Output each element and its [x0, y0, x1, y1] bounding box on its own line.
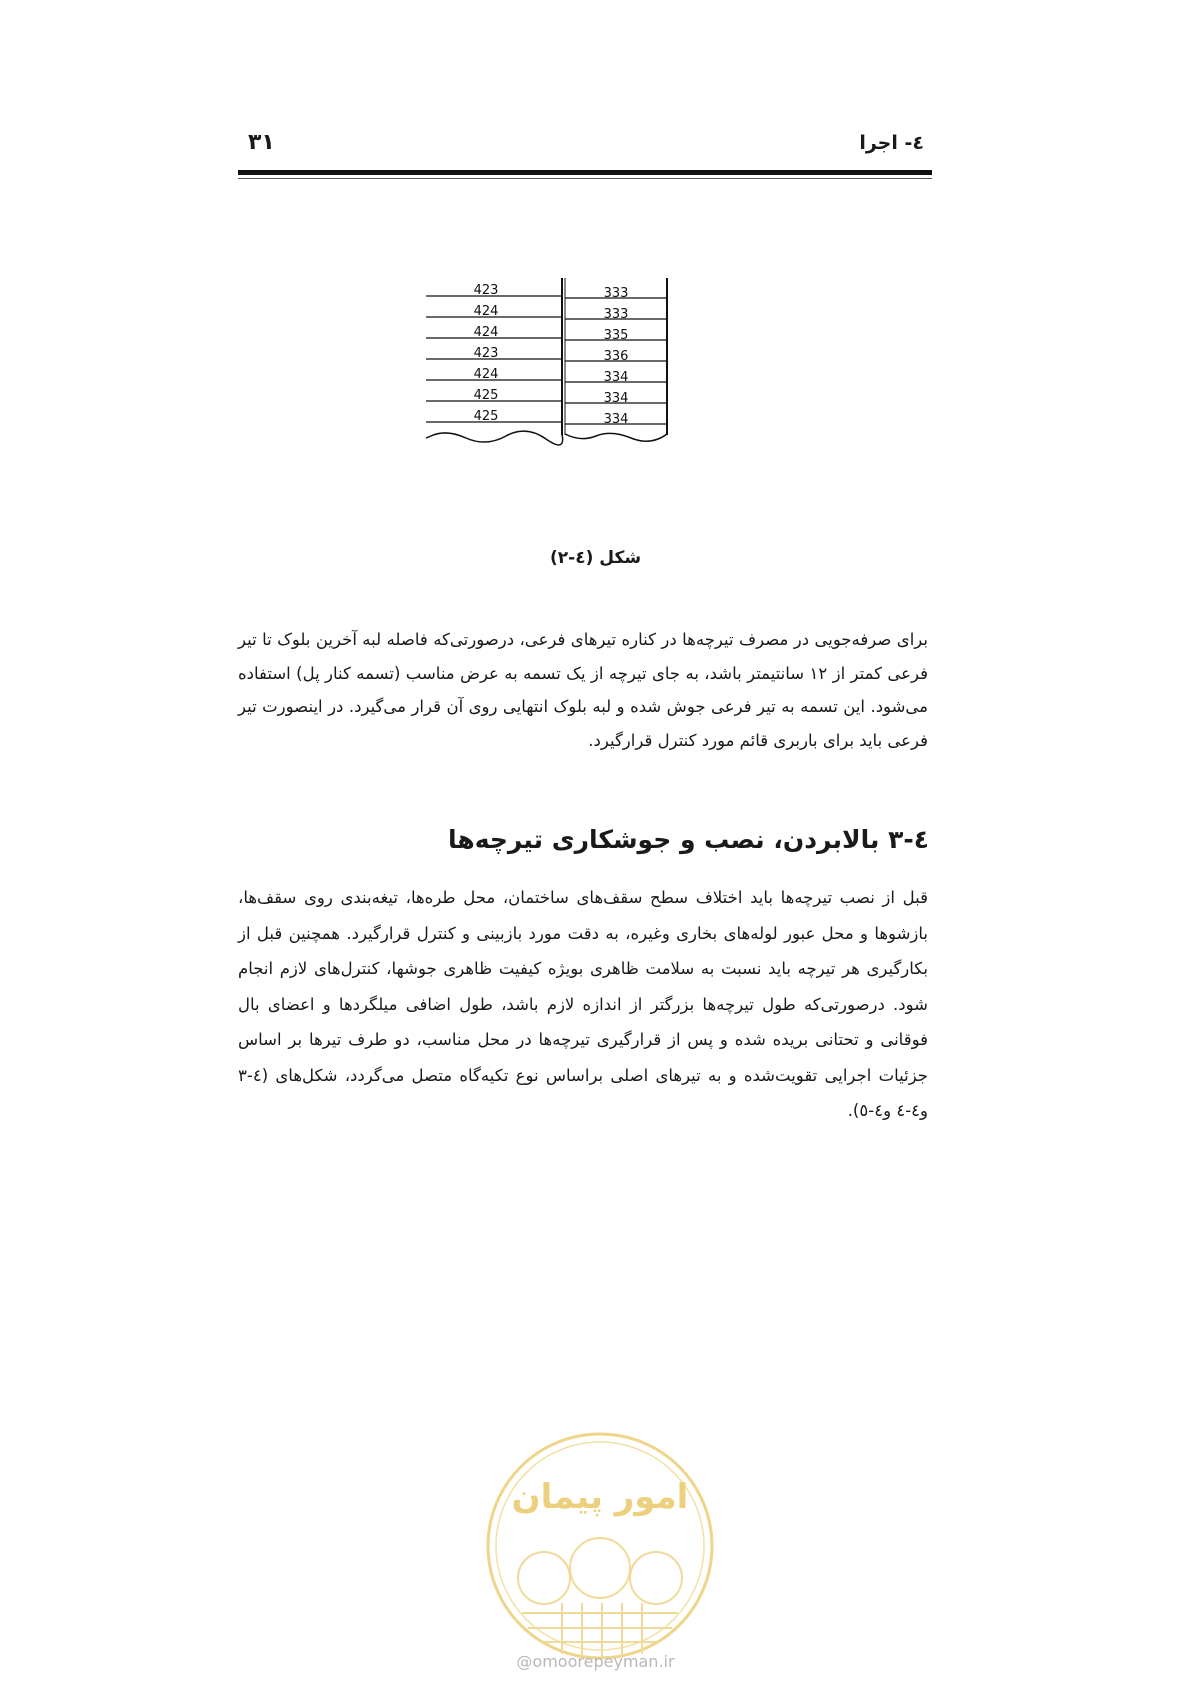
watermark-url [0, 1652, 1191, 1671]
watermark-logo-text: امور پیمان [511, 1477, 689, 1517]
joist-length-right: 334 [603, 391, 629, 406]
wavy-base-line [426, 431, 667, 445]
section-heading: ٤-٣ بالابردن، نصب و جوشکاری تیرچه‌ها [447, 825, 929, 854]
page-header [238, 126, 932, 166]
joist-length-right: 333 [603, 307, 629, 322]
chapter-title: ٤- اجرا [859, 132, 924, 154]
joist-length-left: 425 [473, 409, 499, 424]
paragraph-1: برای صرفه‌جویی در مصرف تیرچه‌ها در کناره تیرهای فرعی، درصورتی‌که فاصله لبه آخرین بلوک تا تیر فرعی کمتر از ۱۲ سانتیمتر باشد، به جای تیرچه از یک تسمه به عرض مناسب (تسمه کنار پل) استفاده می‌شود. این تسمه به تیر فرعی جوش شده و لبه بلوک انتهایی روی آن قرار می‌گیرد. در اینصورت تیر فرعی باید برای باربری قائم مورد کنترل قرارگیرد. [238, 630, 928, 750]
joist-length-left: 423 [473, 346, 499, 361]
paragraph-2: قبل از نصب تیرچه‌ها باید اختلاف سطح سقف‌های ساختمان، محل طره‌ها، تیغه‌بندی روی سقف‌ها، بازشوها و محل عبور لوله‌های بخاری وغیره، به دقت مورد بازبینی و کنترل قرارگیرد. همچنین قبل از بکارگیری هر تیرچه باید نسبت به سلامت ظاهری بویژه کیفیت ظاهری جوشها، کنترل‌های لازم انجام شود. درصورتی‌که طول تیرچه‌ها بزرگتر از اندازه لازم باشد، طول اضافی میلگردها و اعضای بال فوقانی و تحتانی بریده شده و پس از قرارگیری تیرچه‌ها در محل مناسب، دو طرف تیرها بر اساس جزئیات اجرایی تقویت‌شده و به تیرهای اصلی براساس نوع تکیه‌گاه متصل می‌گردد، شکل‌های (٤-٣ و٤-٤ و٤-٥). [238, 888, 928, 1120]
watermark-seal-icon [482, 1428, 718, 1664]
joist-length-left: 423 [473, 283, 499, 298]
watermark-logo [482, 1428, 718, 1664]
joist-length-left: 424 [473, 304, 499, 319]
joist-length-left: 424 [473, 367, 499, 382]
watermark-url-text: omoorepeyman.ir [532, 1652, 675, 1671]
page-number: ۳۱ [248, 130, 275, 155]
joist-length-right: 336 [603, 349, 629, 364]
header-rule [238, 170, 932, 175]
joist-layout-figure [426, 278, 736, 483]
joist-length-right: 333 [603, 286, 629, 301]
joist-layout-diagram [426, 278, 736, 483]
figure-caption: شکل (٤-٢) [549, 548, 642, 568]
watermark-url-icon: @ [516, 1652, 533, 1671]
joist-length-left: 424 [473, 325, 499, 340]
joist-length-right: 335 [603, 328, 629, 343]
joist-length-left: 425 [473, 388, 499, 403]
joist-length-right: 334 [603, 370, 629, 385]
joist-length-right: 334 [603, 412, 629, 427]
